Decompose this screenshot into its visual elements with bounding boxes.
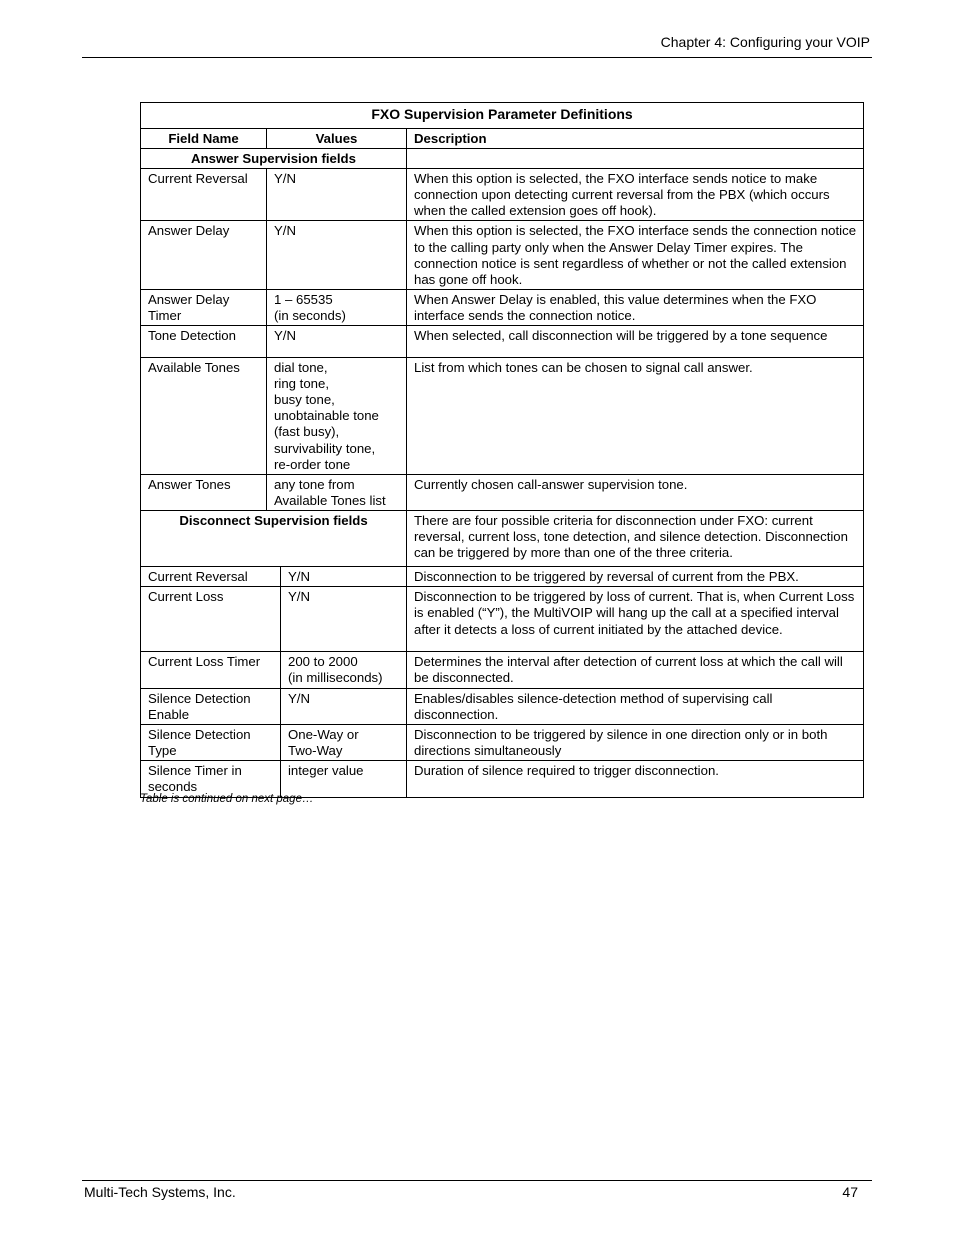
description-cell: Disconnection to be triggered by loss of current. That is, when Current Loss is enabled (“Y”), the MultiVOIP will hang up the call at a specified interval after it detects a loss of current initiated by the attached device. [407,587,864,652]
values-cell: 200 to 2000 (in milliseconds) [281,652,407,688]
table-title: FXO Supervision Parameter Definitions [141,103,864,129]
answer-section-row [141,149,864,169]
field-name-cell: Silence Detection Type [141,724,281,760]
table-row [141,724,864,760]
field-name-cell: Silence Detection Enable [141,688,281,724]
values-cell: dial tone, ring tone, busy tone, unobtainable tone (fast busy), survivability tone, re-order tone [267,358,407,475]
table-row [141,169,864,221]
page-footer [82,1180,872,1200]
table-header-row [141,129,864,149]
field-name-cell: Current Reversal [141,169,267,221]
table-row [141,475,864,511]
fxo-supervision-table [140,102,864,798]
page-number: 47 [842,1184,858,1200]
field-name-cell: Current Loss Timer [141,652,281,688]
description-cell: Enables/disables silence-detection method of supervising call disconnection. [407,688,864,724]
description-cell: Determines the interval after detection of current loss at which the call will be disconnected. [407,652,864,688]
table-row [141,652,864,688]
page-header [82,33,872,58]
column-header-description: Description [407,129,864,149]
description-cell: Currently chosen call-answer supervision tone. [407,475,864,511]
values-cell: Y/N [267,169,407,221]
answer-section-label: Answer Supervision fields [141,149,407,169]
answer-section-description [407,149,864,169]
values-cell: Y/N [267,326,407,358]
field-name-cell: Tone Detection [141,326,267,358]
table-row [141,587,864,652]
values-cell: Y/N [281,688,407,724]
values-cell: any tone from Available Tones list [267,475,407,511]
table-row [141,326,864,358]
description-cell: When this option is selected, the FXO interface sends notice to make connection upon detecting current reversal from the PBX (which occurs when the called extension goes off hook). [407,169,864,221]
table-title-row [141,103,864,129]
field-name-cell: Answer Delay [141,221,267,289]
description-cell: When this option is selected, the FXO interface sends the connection notice to the calling party only when the Answer Delay Timer expires. The connection notice is sent regardless of whether or not the called extension has gone off hook. [407,221,864,289]
disconnect-section-row [141,511,864,567]
description-cell: When selected, call disconnection will be triggered by a tone sequence [407,326,864,358]
field-name-cell: Current Loss [141,587,281,652]
description-cell: Disconnection to be triggered by silence in one direction only or in both directions simultaneously [407,724,864,760]
continued-note: Table is continued on next page… [140,793,314,805]
column-header-field-name: Field Name [141,129,267,149]
column-header-values: Values [267,129,407,149]
table-row [141,221,864,289]
company-name: Multi-Tech Systems, Inc. [84,1184,236,1200]
values-cell: integer value [281,760,407,797]
values-cell: Y/N [267,221,407,289]
description-cell: Disconnection to be triggered by reversal of current from the PBX. [407,567,864,587]
field-name-cell: Available Tones [141,358,267,475]
table-row [141,289,864,325]
table-row [141,688,864,724]
values-cell: 1 – 65535 (in seconds) [267,289,407,325]
chapter-title: Chapter 4: Configuring your VOIP [660,34,870,50]
description-cell: List from which tones can be chosen to signal call answer. [407,358,864,475]
field-name-cell: Answer Tones [141,475,267,511]
values-cell: One-Way or Two-Way [281,724,407,760]
disconnect-section-label: Disconnect Supervision fields [141,511,407,567]
values-cell: Y/N [281,587,407,652]
field-name-cell: Current Reversal [141,567,281,587]
field-name-cell: Answer Delay Timer [141,289,267,325]
description-cell: Duration of silence required to trigger disconnection. [407,760,864,797]
table-row [141,358,864,475]
description-cell: When Answer Delay is enabled, this value determines when the FXO interface sends the connection notice. [407,289,864,325]
values-cell: Y/N [281,567,407,587]
disconnect-section-description: There are four possible criteria for disconnection under FXO: current reversal, current loss, tone detection, and silence detection. Disconnection can be triggered by more than one of the three criteria. [407,511,864,567]
field-name-cell: Silence Timer in seconds [141,760,281,797]
table-row [141,760,864,797]
table-row [141,567,864,587]
